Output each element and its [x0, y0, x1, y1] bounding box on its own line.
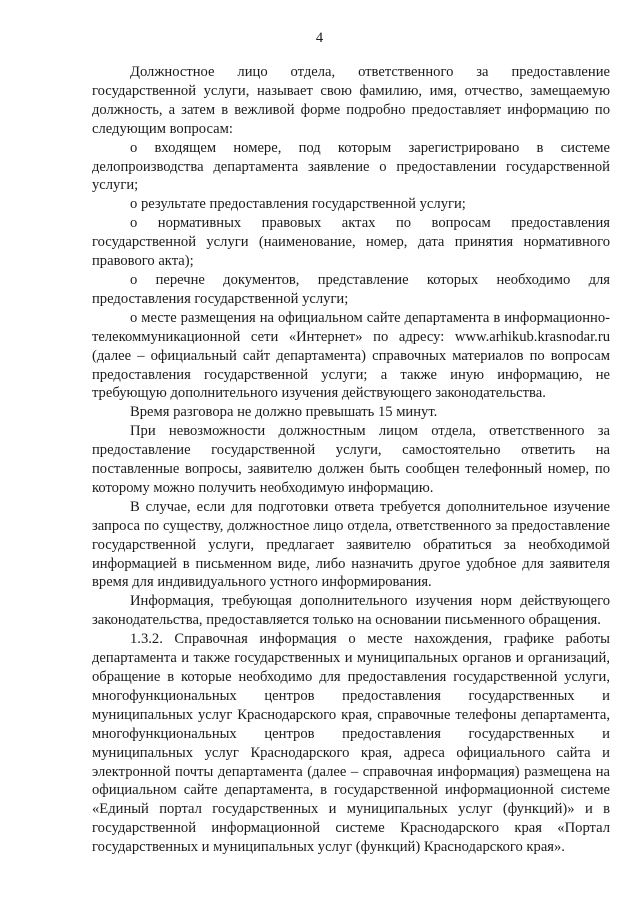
list-item-documents: о перечне документов, представление которых необходимо для предоставления государственной услуги;	[92, 271, 610, 307]
list-item-legal-acts: о нормативных правовых актах по вопросам предоставления государственной услуги (наименование, номер, дата принятия нормативного правового акта);	[92, 215, 610, 270]
paragraph-referral: При невозможности должностным лицом отдела, ответственного за предоставление государственной услуги, самостоятельно ответить на поставленные вопросы, заявителю должен быть сообщен телефонный номер, по которому можно получить необходимую информацию.	[92, 423, 610, 496]
paragraph-written-request: Информация, требующая дополнительного изучения норм действующего законодательства, предоставляется только на основании письменного обращения.	[92, 593, 610, 629]
page-number: 4	[315, 30, 324, 46]
list-item-website-materials: о месте размещения на официальном сайте департамента в информационно-телекоммуникационной сети «Интернет» по адресу: www.arhikub.krasnodar.ru (далее – официальный сайт департамента) справочных материалов по вопросам предоставления государственной услуги; а также иную информацию, не требующую дополнительного изучения действующего законодательства.	[92, 309, 610, 402]
document-body	[92, 63, 610, 857]
paragraph-call-duration: Время разговора не должно превышать 15 минут.	[130, 404, 438, 421]
paragraph-section-1-3-2: 1.3.2. Справочная информация о месте нахождения, графике работы департамента и также государственных и муниципальных органов и организаций, обращение в которые необходимо для предоставления государственной услуги, многофункциональных центров предоставления государственных и муниципальных услуг Краснодарского края, справочные телефоны департамента, многофункциональных центров предоставления государственных и муниципальных услуг Краснодарского края, адреса официального сайта и электронной почты департамента (далее – справочная информация) размещена на официальном сайте департамента, в государственной информационной системе «Единый портал государственных и муниципальных услуг (функций)» и в государственной информационной системе Краснодарского края «Портал государственных и муниципальных услуг (функций) Краснодарского края».	[92, 631, 610, 856]
paragraph-additional-study: В случае, если для подготовки ответа требуется дополнительное изучение запроса по существу, должностное лицо отдела, ответственного за предоставление государственной услуги, предлагает заявителю обратиться за необходимой информацией в письменном виде, либо назначить другое удобное для заявителя время для индивидуального устного информирования.	[92, 498, 610, 591]
paragraph-intro: Должностное лицо отдела, ответственного за предоставление государственной услуги, называет свою фамилию, имя, отчество, замещаемую должность, а затем в вежливой форме подробно предоставляет информацию по следующим вопросам:	[92, 64, 610, 137]
list-item-incoming-number: о входящем номере, под которым зарегистрировано в системе делопроизводства департамента заявление о предоставлении государственной услуги;	[92, 139, 610, 194]
list-item-service-result: о результате предоставления государственной услуги;	[130, 196, 466, 213]
